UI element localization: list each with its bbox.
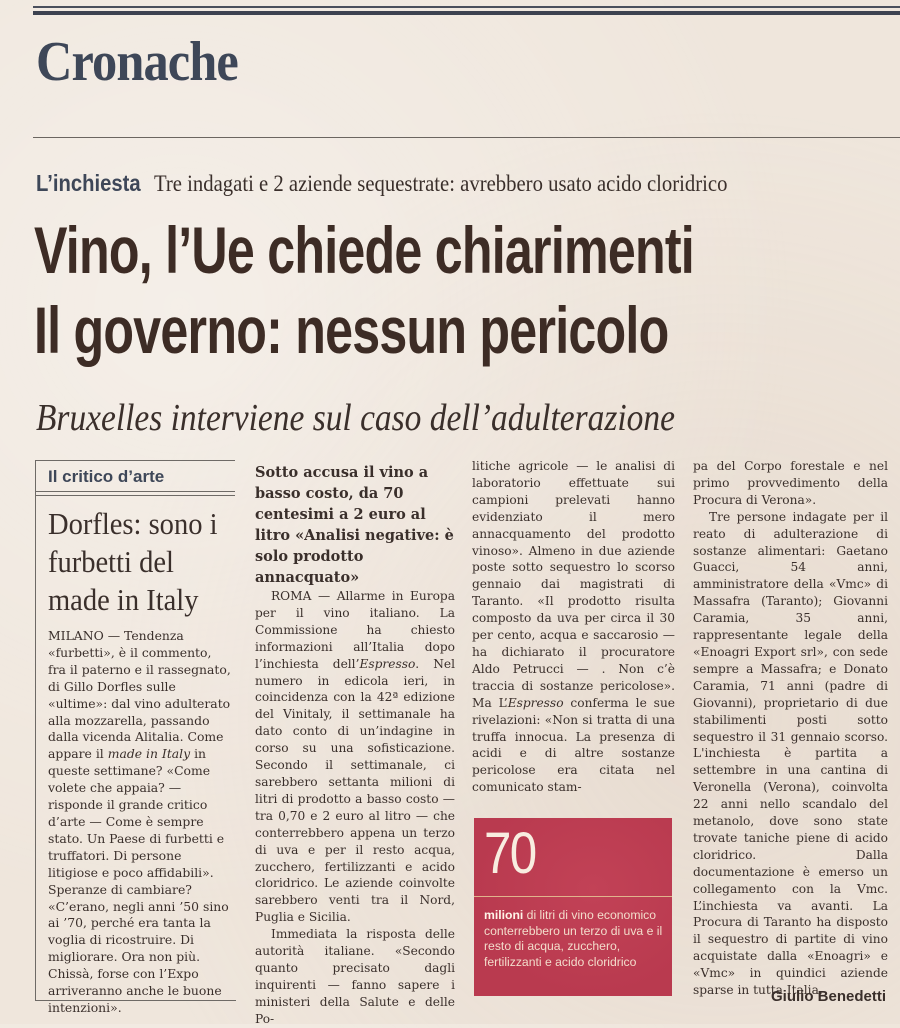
sidebar-text: in queste settimane? «Come volete che appaia? — risponde il grande critico d’arte — Come è sempre stato. Un Paese di furbetti e truffatori. Di persone litigiose e poco affidabili». Speranze di cambiare? «C’erano, negli anni ’50 sino ai ’70, perché era tanta la voglia di ricostruire. Di migliorare. Ora non più. Chissà, forse con l’Expo arriveranno anche le buone intenzioni». bbox=[48, 746, 229, 1015]
sidebar-title: Dorfles: sono i furbetti del made in Italy bbox=[48, 506, 218, 617]
infobox-text: di litri di vino economico conterrebbero un terzo di uva e il resto di acqua, zucchero, fertilizzanti e acido cloridrico bbox=[484, 908, 663, 969]
paragraph-text: conferma le sue rivelazioni: «Non si tratta di una truffa innocua. La presenza di acidi e di altre sostanze pericolose era citata nel comunicato stam- bbox=[472, 695, 675, 795]
headline-line-2: Il governo: nessun pericolo bbox=[34, 293, 669, 367]
paragraph-text: Immediata la risposta delle autorità italiane. «Secondo quanto precisato dagli inquirenti — fanno sapere i ministeri della Salute e delle Po- bbox=[255, 927, 455, 1026]
article-column-4 bbox=[693, 458, 888, 999]
section-title: Cronache bbox=[36, 31, 238, 93]
sidebar-rule bbox=[35, 491, 235, 492]
publication-name: Espresso bbox=[359, 656, 416, 671]
paragraph-text: Tre persone indagate per il reato di adulterazione di sostanze alimentari: Gaetano Guacci, 54 anni, amministratore della «Vmc» di Massafra (Taranto); Giovanni Caramia, 35 anni, rappresentante legale della «Enoagri Export srl», con sede sempre a Massafra; e Donato Caramia, 71 anni (padre di Giovanni), proprietario di due stabilimenti posti sotto sequestro il 31 gennaio scorso. L'inchiesta è partita a settembre in una cantina di Veronella (Verona), coinvolta 22 anni nello scandalo del metanolo, dove sono state trovate taniche piene di acido cloridrico. Dalla documentazione è emerso un collegamento con la Vmc. L’inchiesta va avanti. La Procura di Taranto ha disposto il sequestro di partite di vino acquistate dalla «Enoagri» e «Vmc» in quindici aziende sparse in tutta Italia. bbox=[693, 509, 888, 998]
section-divider bbox=[33, 137, 900, 138]
headline-line-1: Vino, l’Ue chiede chiarimenti bbox=[34, 213, 694, 287]
top-rule-thick bbox=[33, 11, 900, 15]
top-rule bbox=[33, 6, 900, 8]
sidebar-text-italic: made in Italy bbox=[107, 746, 191, 762]
publication-name: Espresso bbox=[507, 695, 564, 710]
paragraph-text: litiche agricole — le analisi di laboratorio effettuate sui campioni prelevati hanno evidenziato il mero annacquamento del prodotto vinoso». Almeno in due aziende poste sotto sequestro lo scorso gennaio dai magistrati di Taranto. «Il prodotto risulta composto da uva per circa il 30 per cento, acqua e saccarosio — ha dichiarato il procuratore Aldo Petrucci — . Non c’è traccia di sostanze pericolose». Ma L’ bbox=[472, 459, 675, 710]
sidebar-rule bbox=[35, 495, 235, 496]
byline: Giulio Benedetti bbox=[770, 988, 886, 1005]
infobox-bold: milioni bbox=[484, 908, 524, 922]
kicker bbox=[36, 170, 791, 197]
sidebar-body bbox=[48, 628, 232, 1017]
sidebar-kicker: Il critico d’arte bbox=[48, 467, 165, 486]
article-column-2 bbox=[255, 588, 455, 1028]
kicker-text: Tre indagati e 2 aziende sequestrate: avrebbero usato acido cloridrico bbox=[154, 171, 728, 196]
sidebar-top-rule bbox=[35, 460, 235, 461]
sidebar-text: MILANO — Tendenza «furbetti», è il commento, fra il paterno e il rassegnato, di Gillo Dorfles sulle «ultime»: dal vino adulterato alla mozzarella, passando dalla vicenda Alitalia. Come appare il bbox=[48, 628, 231, 762]
paragraph-text: . Nel numero in edicola ieri, in coincidenza con la 42ª edizione del Vinitaly, il settimanale ha dato conto di un’indagine in corso su una sofisticazione. Secondo il settimanale, ci sarebbero settanta milioni di litri di prodotto a basso costo — tra 0,70 e 2 euro al litro — che conterrebbero appena un terzo di uva e per il resto acqua, zucchero, fertilizzanti e acido cloridrico. Le aziende coinvolte sarebbero venti tra il Nord, Puglia e Sicilia. bbox=[255, 656, 455, 925]
article-deck: Sotto accusa il vino a basso costo, da 70 centesimi a 2 euro al litro «Analisi negative: è solo prodotto annacquato» bbox=[255, 464, 454, 586]
headline bbox=[34, 210, 794, 370]
infobox-description bbox=[484, 908, 672, 970]
paragraph-text: pa del Corpo forestale e nel primo provvedimento della Procura di Verona». bbox=[693, 459, 888, 507]
infobox-divider bbox=[474, 896, 672, 897]
kicker-label: L’inchiesta bbox=[36, 170, 141, 196]
infobox bbox=[474, 818, 672, 996]
paragraph-text: ROMA — Allarme in Europa per il vino italiano. La Commissione ha chiesto informazioni all’Italia dopo l’inchiesta dell’ bbox=[255, 589, 455, 671]
infobox-number: 70 bbox=[484, 821, 536, 886]
article-column-3 bbox=[472, 458, 675, 796]
subheadline: Bruxelles interviene sul caso dell’adulterazione bbox=[36, 397, 675, 439]
